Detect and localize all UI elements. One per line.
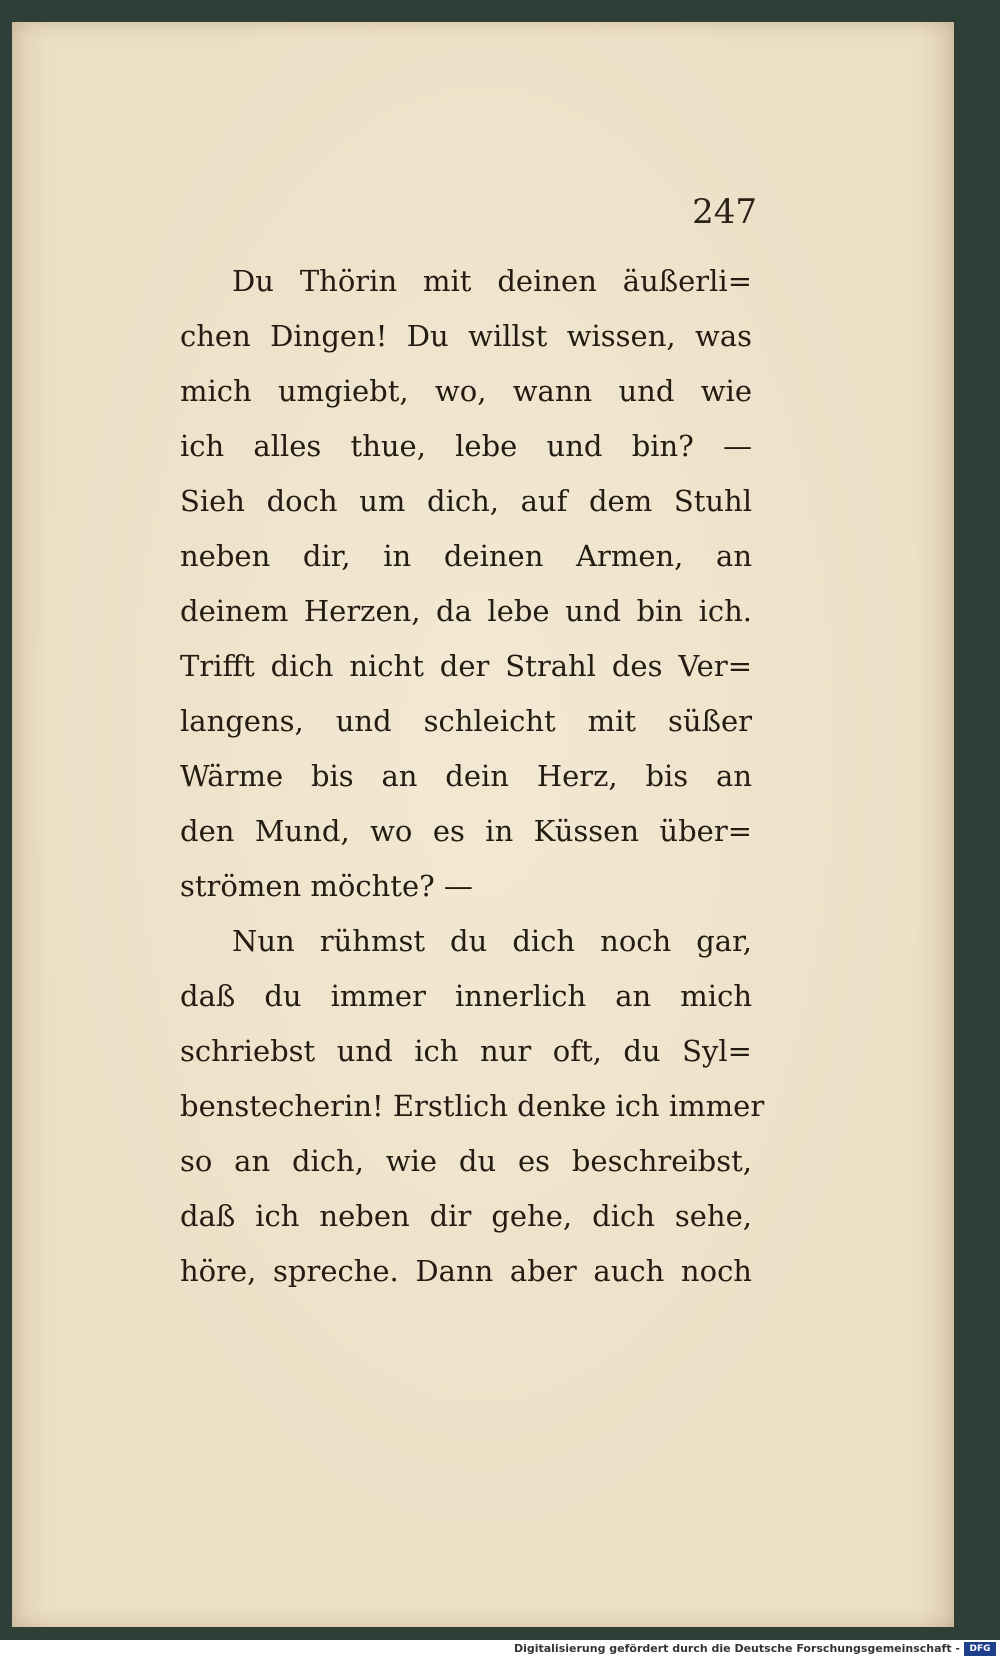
dfg-logo-icon: DFG — [964, 1642, 996, 1656]
text-line: Sieh doch um dich, auf dem Stuhl — [180, 484, 752, 518]
text-line: Nun rühmst du dich noch gar, — [232, 924, 752, 958]
book-page — [12, 22, 954, 1627]
text-line: so an dich, wie du es beschreibst, — [180, 1144, 752, 1178]
text-line: Wärme bis an dein Herz, bis an — [180, 759, 752, 793]
funding-credit: Digitalisierung gefördert durch die Deutsche Forschungsgemeinschaft - — [513, 1642, 960, 1655]
text-line: mich umgiebt, wo, wann und wie — [180, 374, 752, 408]
page-number: 247 — [692, 192, 757, 232]
text-line: daß du immer innerlich an mich — [180, 979, 752, 1013]
text-line: ich alles thue, lebe und bin? — — [180, 429, 752, 463]
text-line: Du Thörin mit deinen äußerli= — [232, 264, 752, 298]
text-line: Trifft dich nicht der Strahl des Ver= — [180, 649, 752, 683]
text-line: den Mund, wo es in Küssen über= — [180, 814, 752, 848]
text-line: höre, spreche. Dann aber auch noch — [180, 1254, 752, 1288]
text-line: neben dir, in deinen Armen, an — [180, 539, 752, 573]
text-line: deinem Herzen, da lebe und bin ich. — [180, 594, 752, 628]
text-line: strömen möchte? — — [180, 869, 473, 903]
text-line: daß ich neben dir gehe, dich sehe, — [180, 1199, 752, 1233]
text-line: langens, und schleicht mit süßer — [180, 704, 752, 738]
text-line: chen Dingen! Du willst wissen, was — [180, 319, 752, 353]
text-line: schriebst und ich nur oft, du Syl= — [180, 1034, 752, 1068]
body-text — [180, 254, 765, 1299]
text-line: benstecherin! Erstlich denke ich immer — [180, 1089, 765, 1123]
digitization-footer — [0, 1640, 1000, 1659]
